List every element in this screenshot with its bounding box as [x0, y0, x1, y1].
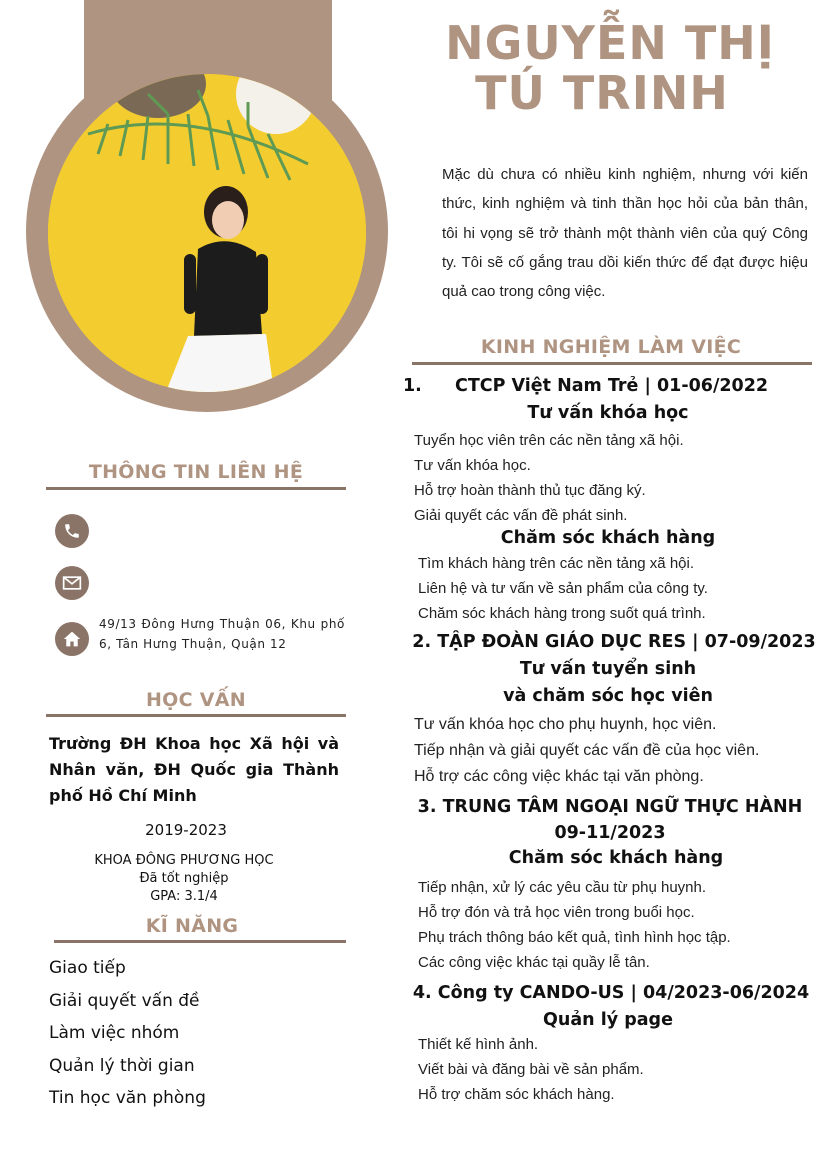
home-icon-badge	[55, 622, 89, 656]
phone-icon	[63, 522, 81, 540]
education-section-title: HỌC VẤN	[145, 689, 247, 711]
profile-photo	[48, 74, 366, 392]
job-2-title: 2. TẬP ĐOÀN GIÁO DỤC RES | 07-09/2023	[412, 632, 816, 652]
skill-item: Tin học văn phòng	[49, 1088, 206, 1108]
skills-divider	[54, 940, 346, 943]
list-item: Hỗ trợ các công việc khác tại văn phòng.	[414, 768, 704, 785]
email-icon-badge	[55, 566, 89, 600]
list-item: Tiếp nhận, xử lý các yêu cầu từ phụ huynh.	[418, 879, 707, 896]
job-3-bullets	[418, 878, 731, 978]
name-line-2: TÚ TRINH	[475, 66, 729, 120]
list-item: Thiết kế hình ảnh.	[418, 1036, 539, 1053]
phone-icon-badge	[55, 514, 89, 548]
job-1-bullets-1	[414, 431, 684, 531]
job-1-number: 1.	[403, 376, 422, 396]
list-item: Giải quyết các vấn đề phát sinh.	[414, 507, 628, 524]
job-2-bullets	[414, 715, 759, 793]
list-item: Hỗ trợ chăm sóc khách hàng.	[418, 1086, 615, 1103]
email-icon	[62, 575, 82, 591]
candidate-name	[410, 18, 810, 118]
list-item: Phụ trách thông báo kết quả, tình hình học tập.	[418, 929, 731, 946]
home-icon	[62, 630, 82, 648]
education-status: Đã tốt nghiệp	[139, 871, 229, 886]
job-1-role-1: Tư vấn khóa học	[527, 403, 689, 423]
list-item: Tuyển học viên trên các nền tảng xã hội.	[414, 432, 684, 449]
education-years: 2019-2023	[145, 821, 227, 839]
list-item: Chăm sóc khách hàng trong suốt quá trình.	[418, 605, 706, 622]
experience-section-title: KINH NGHIỆM LÀM VIỆC	[480, 336, 742, 358]
skill-item: Làm việc nhóm	[49, 1023, 180, 1043]
skill-item: Giao tiếp	[49, 958, 126, 978]
education-divider	[46, 714, 346, 717]
job-3-title-line-1: 3. TRUNG TÂM NGOẠI NGỮ THỰC HÀNH	[417, 797, 803, 817]
contact-divider	[46, 487, 346, 490]
contact-section-title: THÔNG TIN LIÊN HỆ	[88, 461, 304, 483]
job-4-title: 4. Công ty CANDO-US | 04/2023-06/2024	[412, 983, 810, 1003]
job-1-role-2: Chăm sóc khách hàng	[500, 528, 716, 548]
list-item: Tiếp nhận và giải quyết các vấn đề của học viên.	[414, 742, 760, 759]
experience-divider	[412, 362, 812, 365]
list-item: Viết bài và đăng bài về sản phẩm.	[418, 1061, 644, 1078]
list-item: Tư vấn khóa học.	[414, 457, 531, 474]
skill-item: Quản lý thời gian	[49, 1055, 195, 1076]
job-4-role: Quản lý page	[543, 1010, 673, 1030]
list-item: Hỗ trợ đón và trả học viên trong buổi học.	[418, 904, 695, 921]
career-summary: Mặc dù chưa có nhiều kinh nghiệm, nhưng với kiến thức, kinh nghiệm và tinh thần học hỏi của bản thân, tôi hi vọng sẽ trở thành một thành viên của quý Công ty. Tôi sẽ cố gắng trau dồi kiến thức để đạt được hiệu quả cao trong công việc.	[442, 166, 808, 301]
list-item: Liên hệ và tư vấn về sản phẩm của công ty.	[418, 580, 708, 597]
list-item: Hỗ trợ hoàn thành thủ tục đăng ký.	[414, 482, 646, 499]
education-gpa: GPA: 3.1/4	[150, 889, 218, 904]
list-item: Tư vấn khóa học cho phụ huynh, học viên.	[414, 716, 717, 733]
contact-address: 49/13 Đông Hưng Thuận 06, Khu phố 6, Tân Hưng Thuận, Quận 12	[99, 617, 345, 651]
job-1-bullets-2	[418, 554, 708, 629]
list-item: Tìm khách hàng trên các nền tảng xã hội.	[418, 555, 694, 572]
job-3-role: Chăm sóc khách hàng	[508, 848, 724, 868]
job-4-bullets	[418, 1035, 644, 1110]
job-2-role-line-1: Tư vấn tuyển sinh	[519, 659, 697, 679]
job-1-title: CTCP Việt Nam Trẻ | 01-06/2022	[455, 376, 769, 396]
job-2-role-line-2: và chăm sóc học viên	[503, 686, 713, 706]
name-line-1: NGUYỄN THỊ	[445, 16, 775, 70]
list-item: Các công việc khác tại quầy lễ tân.	[418, 954, 650, 971]
skill-item: Giải quyết vấn đề	[49, 990, 200, 1011]
education-school: Trường ĐH Khoa học Xã hội và Nhân văn, ĐH Quốc gia Thành phố Hồ Chí Minh	[49, 734, 339, 805]
education-faculty: KHOA ĐÔNG PHƯƠNG HỌC	[94, 853, 274, 868]
job-3-title-line-2: 09-11/2023	[554, 823, 666, 843]
skills-section-title: KĨ NĂNG	[145, 915, 239, 937]
skills-list	[49, 956, 206, 1119]
